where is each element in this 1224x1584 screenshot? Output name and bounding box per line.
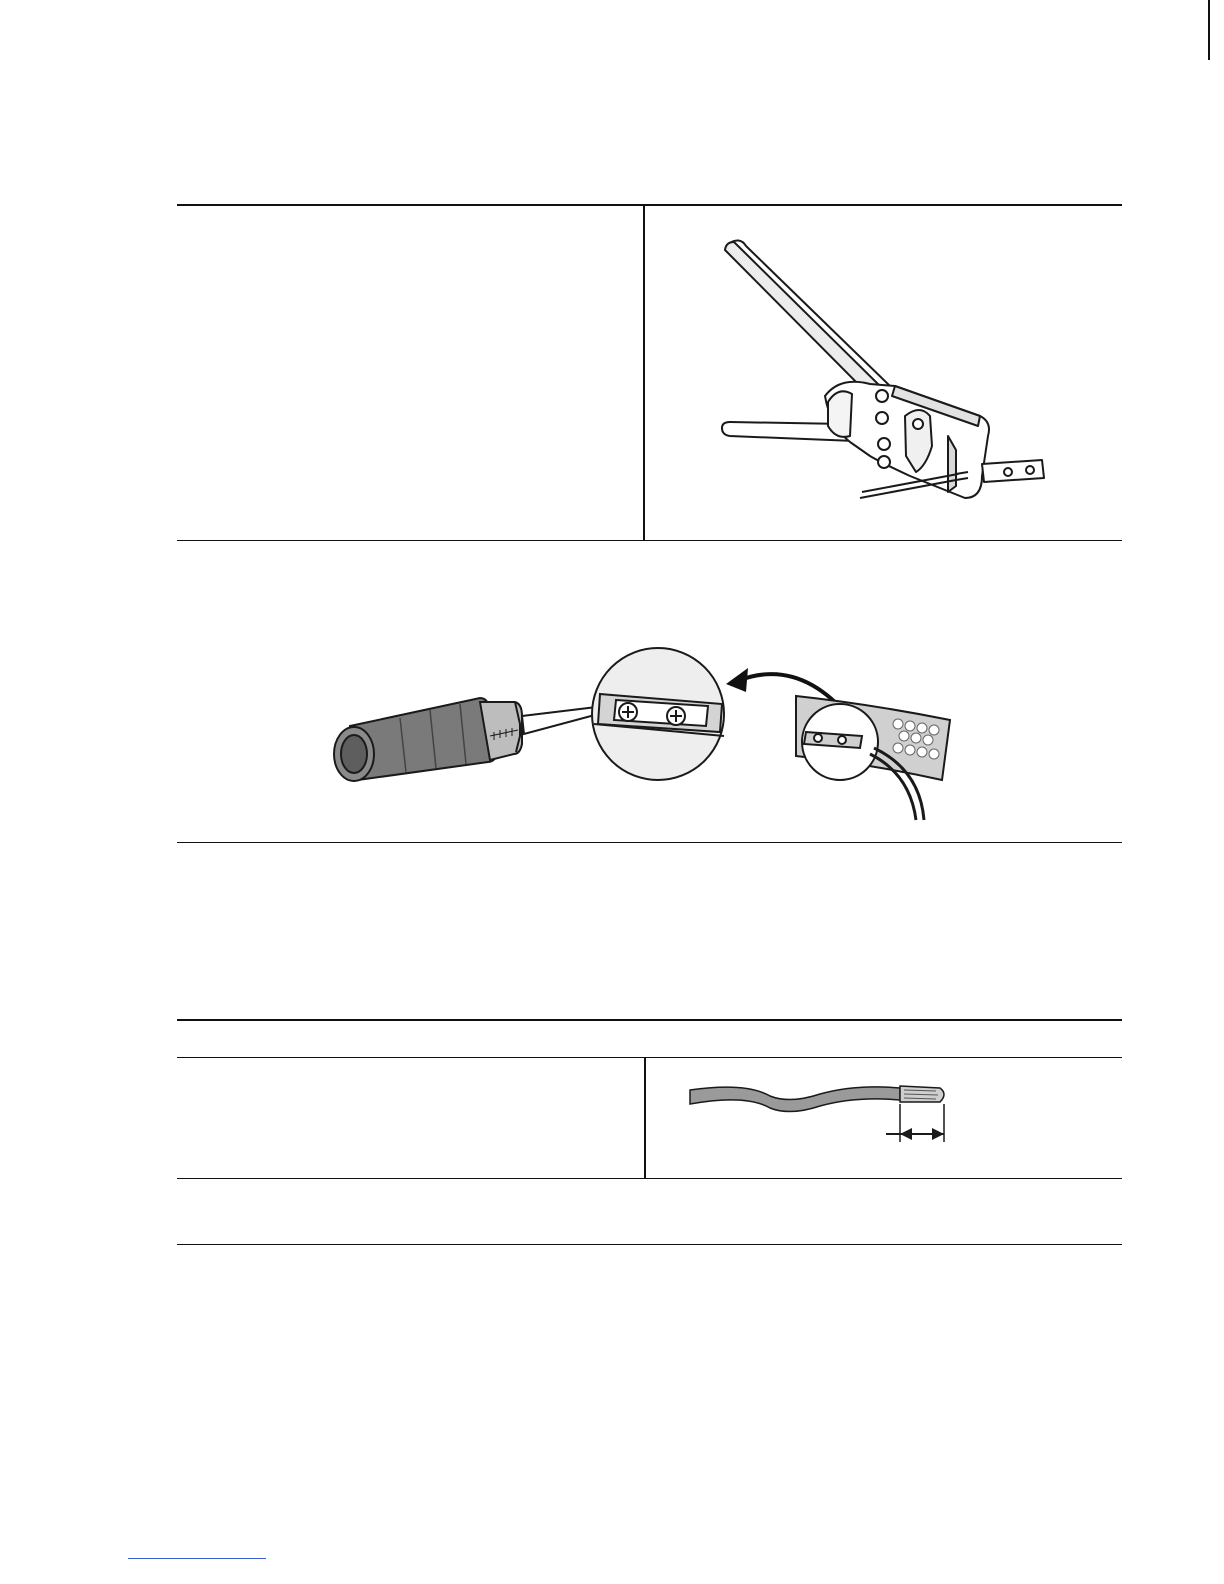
footer-link-underline[interactable]: [128, 1558, 266, 1559]
table2-bottom-rule: [177, 1244, 1122, 1245]
table2-column-divider: [644, 1058, 646, 1179]
table2-header-rule: [177, 1057, 1122, 1058]
screwdriver-terminal-illustration: [330, 644, 950, 834]
table2-top-rule: [177, 1019, 1122, 1021]
figure-separator-rule: [177, 842, 1122, 843]
crimp-tool-illustration: [720, 236, 1060, 526]
stripped-wire-illustration: [686, 1076, 956, 1146]
table1-column-divider: [643, 205, 645, 541]
margin-change-bar: [1208, 0, 1210, 60]
table1-bottom-rule: [177, 540, 1122, 541]
table1-top-rule: [177, 204, 1122, 206]
table2-row-rule: [177, 1178, 1122, 1179]
